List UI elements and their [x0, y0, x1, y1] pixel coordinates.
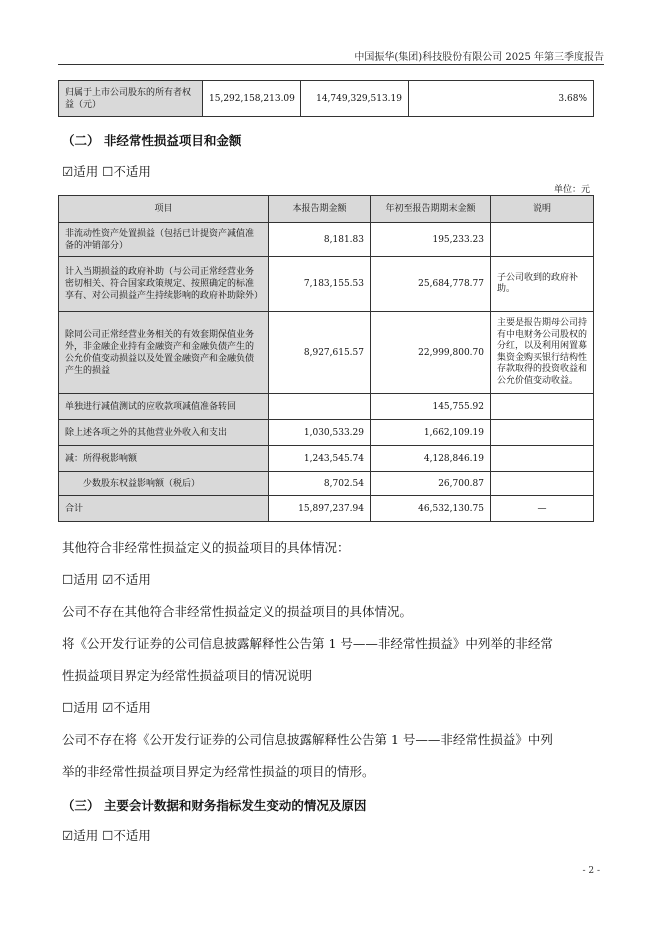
row-current: 8,927,615.57 [269, 312, 371, 394]
row-ytd: 46,532,130.75 [371, 496, 491, 522]
row-note: 子公司收到的政府补助。 [491, 257, 594, 312]
row-note: — [491, 496, 594, 522]
row-current: 1,030,533.29 [269, 420, 371, 446]
row-item: 单独进行减值测试的应收款项减值准备转回 [59, 394, 269, 420]
table-row-total [59, 496, 594, 522]
row-ytd: 26,700.87 [371, 472, 491, 496]
unit-label: 单位：元 [553, 185, 590, 195]
row-ytd: 25,684,778.77 [371, 257, 491, 312]
equity-table [58, 80, 594, 117]
row-note [491, 446, 594, 472]
table-row [59, 223, 594, 257]
row-item: 合计 [59, 496, 269, 522]
section-2-applicability: ☑适用 ☐不适用 [62, 164, 151, 179]
reclassification-intro-line1: 将《公开发行证券的公司信息披露解释性公告第 1 号——非经常性损益》中列举的非经常 [62, 636, 553, 651]
row-note [491, 420, 594, 446]
table-row [59, 394, 594, 420]
row-ytd: 22,999,800.70 [371, 312, 491, 394]
row-item: 非流动性资产处置损益（包括已计提资产减值准备的冲销部分） [59, 223, 269, 257]
equity-label: 归属于上市公司股东的所有者权益（元） [59, 81, 203, 117]
row-current: 7,183,155.53 [269, 257, 371, 312]
reclassification-statement-line2: 举的非经常性损益项目界定为经常性损益的项目的情形。 [62, 764, 375, 779]
reclassification-statement-line1: 公司不存在将《公开发行证券的公司信息披露解释性公告第 1 号——非经常性损益》中列 [62, 732, 553, 747]
row-current [269, 394, 371, 420]
table-row [59, 446, 594, 472]
col-header-ytd: 年初至报告期期末金额 [371, 196, 491, 223]
row-item: 减：所得税影响额 [59, 446, 269, 472]
row-ytd: 145,755.92 [371, 394, 491, 420]
equity-current: 15,292,158,213.09 [203, 81, 301, 117]
row-note [491, 394, 594, 420]
row-current: 1,243,545.74 [269, 446, 371, 472]
row-item: 计入当期损益的政府补助（与公司正常经营业务密切相关、符合国家政策规定、按照确定的标准享有、对公司损益产生持续影响的政府补助除外） [59, 257, 269, 312]
report-header-title: 中国振华(集团)科技股份有限公司 2025 年第三季度报告 [354, 52, 604, 63]
table-row [59, 472, 594, 496]
reclassification-intro-line2: 性损益项目界定为经常性损益项目的情况说明 [62, 668, 313, 683]
row-item: 除上述各项之外的其他营业外收入和支出 [59, 420, 269, 446]
col-header-current: 本报告期金额 [269, 196, 371, 223]
page-number: - 2 - [582, 866, 600, 876]
header-divider [58, 64, 604, 65]
row-current: 15,897,237.94 [269, 496, 371, 522]
row-item: 除同公司正常经营业务相关的有效套期保值业务外，非金融企业持有金融资产和金融负债产生的公允价值变动损益以及处置金融资产和金融负债产生的损益 [59, 312, 269, 394]
non-recurring-gains-table [58, 195, 594, 522]
other-items-applicability: ☐适用 ☑不适用 [62, 572, 151, 587]
equity-change: 3.68% [409, 81, 594, 117]
row-note [491, 223, 594, 257]
row-note: 主要是报告期母公司持有中电财务公司股权的分红，以及利用闲置募集资金购买银行结构性存款取得的投资收益和公允价值变动收益。 [491, 312, 594, 394]
row-ytd: 195,233.23 [371, 223, 491, 257]
row-current: 8,702.54 [269, 472, 371, 496]
row-note [491, 472, 594, 496]
row-ytd: 4,128,846.19 [371, 446, 491, 472]
other-items-intro: 其他符合非经常性损益定义的损益项目的具体情况： [62, 540, 350, 555]
other-items-statement: 公司不存在其他符合非经常性损益定义的损益项目的具体情况。 [62, 604, 413, 619]
table-row [59, 420, 594, 446]
col-header-item: 项目 [59, 196, 269, 223]
section-3-heading: （三） 主要会计数据和财务指标发生变动的情况及原因 [62, 798, 367, 813]
row-item: 少数股东权益影响额（税后） [59, 472, 269, 496]
section-2-heading: （二） 非经常性损益项目和金额 [62, 133, 242, 148]
row-ytd: 1,662,109.19 [371, 420, 491, 446]
section-3-applicability: ☑适用 ☐不适用 [62, 828, 151, 843]
col-header-note: 说明 [491, 196, 594, 223]
table-row [59, 257, 594, 312]
row-current: 8,181.83 [269, 223, 371, 257]
reclassification-applicability: ☐适用 ☑不适用 [62, 700, 151, 715]
table-row [59, 312, 594, 394]
equity-previous: 14,749,329,513.19 [301, 81, 409, 117]
